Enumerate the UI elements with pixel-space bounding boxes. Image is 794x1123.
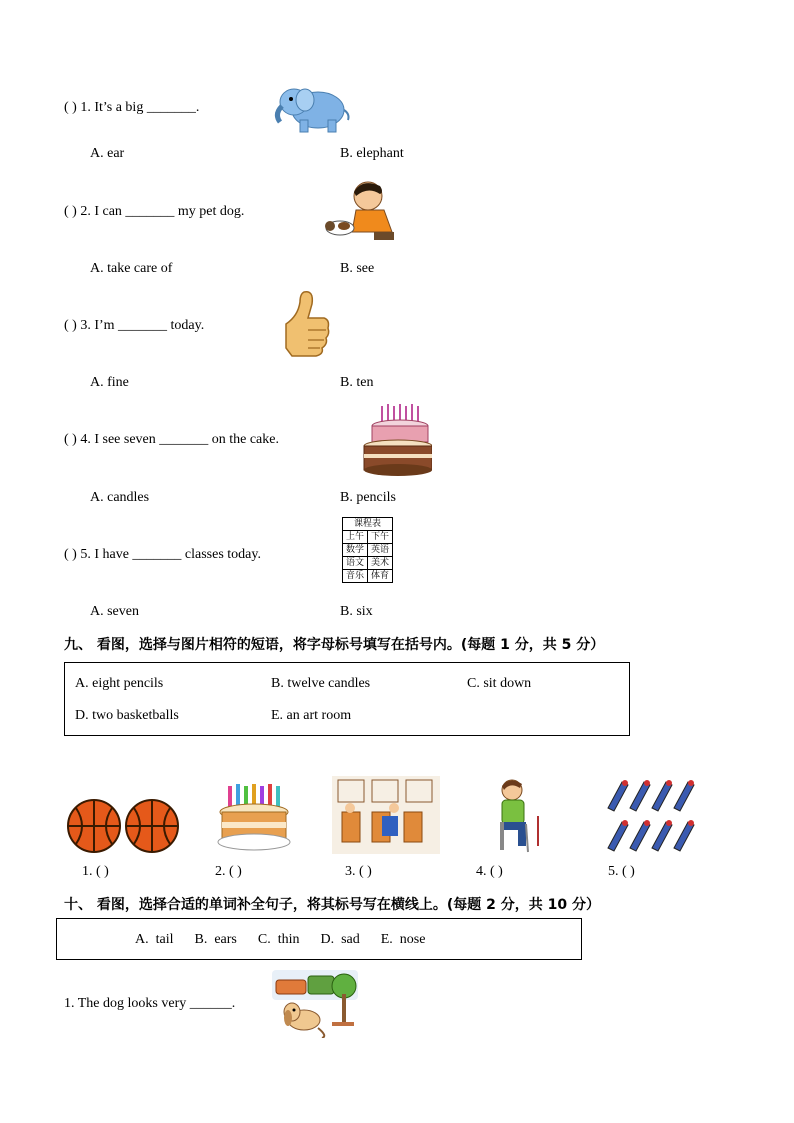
question-text: 1. The dog looks very ______. [64, 996, 236, 1011]
section-10-heading: 十、 看图，选择合适的单词补全句子，将其标号写在横线上。(每题 2 分，共 10 分） [64, 897, 600, 913]
option-e: E. an art room [271, 708, 352, 723]
answer-paren[interactable]: ( ) [64, 100, 77, 115]
boy-with-dog-icon [322, 176, 402, 246]
option-a: A. eight pencils [75, 676, 164, 691]
option-b: B. elephant [340, 146, 404, 161]
answer-paren[interactable]: ( ) [64, 318, 77, 333]
timetable [342, 517, 393, 583]
option-c: C. sit down [467, 676, 532, 691]
question-text: 3. I’m _______ today. [80, 318, 205, 333]
birthday-cake-icon [362, 402, 432, 478]
option-a: A. take care of [90, 261, 173, 276]
section-9-option-box [64, 662, 630, 736]
word-options: A. tail B. ears C. thin D. sad E. nose [135, 932, 426, 947]
timetable-cell: 音乐 [343, 570, 368, 583]
option-a: A. seven [90, 604, 139, 619]
art-room-icon [332, 776, 440, 854]
answer-3[interactable]: 3. ( ) [345, 864, 372, 879]
question-text: 1. It’s a big _______. [80, 100, 200, 115]
elephant-icon [272, 80, 352, 136]
sad-dog-icon [270, 966, 360, 1038]
question-4 [64, 432, 279, 448]
section-10-question-1 [64, 996, 235, 1012]
option-d: D. two basketballs [75, 708, 179, 723]
timetable-cell: 语文 [343, 557, 368, 570]
option-b: B. pencils [340, 490, 396, 505]
option-a: A. ear [90, 146, 125, 161]
option-b: B. twelve candles [271, 676, 371, 691]
timetable-cell: 数学 [343, 544, 368, 557]
option-b: B. six [340, 604, 373, 619]
question-5 [64, 547, 261, 563]
section-10-option-box [56, 918, 582, 960]
option-b: B. ten [340, 375, 374, 390]
timetable-cell: 体育 [368, 570, 393, 583]
timetable-cell: 下午 [368, 531, 393, 544]
option-b: B. see [340, 261, 375, 276]
question-2 [64, 204, 244, 220]
question-text: 4. I see seven _______ on the cake. [80, 432, 279, 447]
answer-5[interactable]: 5. ( ) [608, 864, 635, 879]
timetable-cell: 英语 [368, 544, 393, 557]
option-a: A. candles [90, 490, 150, 505]
option-a: A. fine [90, 375, 129, 390]
question-1 [64, 100, 199, 116]
section-9-heading: 九、 看图，选择与图片相符的短语，将字母标号填写在括号内。(每题 1 分，共 5 分） [64, 637, 605, 653]
thumbs-up-icon [278, 288, 332, 360]
answer-1[interactable]: 1. ( ) [82, 864, 109, 879]
answer-paren[interactable]: ( ) [64, 432, 77, 447]
answer-4[interactable]: 4. ( ) [476, 864, 503, 879]
timetable-title: 课程表 [343, 518, 393, 531]
answer-2[interactable]: 2. ( ) [215, 864, 242, 879]
boy-sitting-icon [488, 776, 546, 854]
question-3 [64, 318, 204, 334]
timetable-cell: 上午 [343, 531, 368, 544]
answer-paren[interactable]: ( ) [64, 547, 77, 562]
question-text: 5. I have _______ classes today. [80, 547, 261, 562]
answer-paren[interactable]: ( ) [64, 204, 77, 219]
question-text: 2. I can _______ my pet dog. [80, 204, 245, 219]
pencils-icon [604, 778, 696, 852]
timetable-cell: 美术 [368, 557, 393, 570]
basketballs-icon [66, 798, 180, 854]
cake-with-candles-icon [216, 778, 292, 854]
